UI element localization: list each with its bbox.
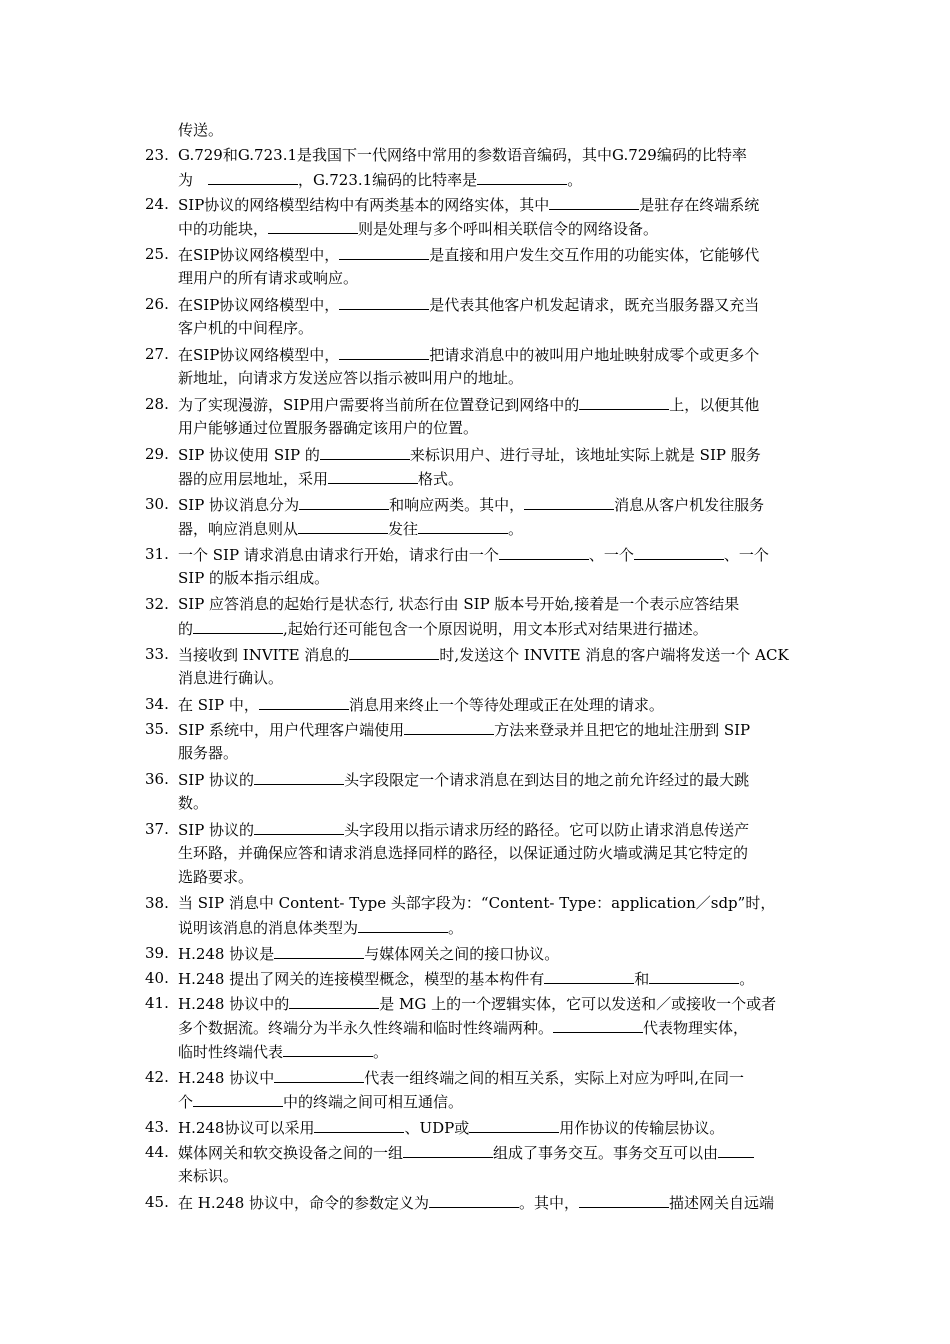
question-text (178, 767, 808, 815)
question-line (178, 416, 808, 440)
question-text-segment: 当接收到 INVITE 消息的 (178, 646, 350, 664)
question-text-segment: 中的功能块， (178, 220, 269, 238)
question-text-segment: 用作协议的传输层协议。 (559, 1119, 725, 1137)
question-text-segment: 是驻存在终端系统 (639, 196, 760, 214)
answer-blank (358, 915, 448, 933)
question-line (178, 466, 808, 490)
question-line (178, 1115, 808, 1139)
question-text (178, 492, 808, 540)
question-text-segment: 和响应两类。其中， (389, 496, 525, 514)
question-line (178, 1089, 808, 1113)
question-text-segment: H.248 协议中的 (178, 995, 290, 1013)
question-text-segment: SIP 协议的 (178, 821, 255, 839)
question-number: 45. (145, 1193, 169, 1211)
answer-blank (418, 516, 508, 534)
question-text (178, 242, 808, 290)
question-line (178, 492, 808, 516)
question-text-segment: ,起始行还可能包含一个原因说明，用文本形式对结果进行描述。 (283, 620, 708, 638)
question-text-segment: 、UDP或 (404, 1119, 470, 1137)
question-text (178, 392, 808, 440)
question-text-segment: 把请求消息中的被叫用户地址映射成零个或更多个 (429, 346, 760, 364)
question-text (178, 442, 808, 490)
question-number: 32. (145, 595, 169, 613)
answer-blank (283, 1039, 373, 1057)
question-text-segment: SIP 的版本指示组成。 (178, 569, 330, 587)
question-line (178, 292, 808, 316)
question-text-segment: 媒体网关和软交换设备之间的一组 (178, 1144, 404, 1162)
answer-blank (289, 991, 379, 1009)
question-text (178, 966, 808, 990)
question-text-segment: SIP 协议消息分为 (178, 496, 300, 514)
answer-blank (339, 342, 429, 360)
question-number: 35. (145, 720, 169, 738)
answer-blank (579, 392, 669, 410)
question-number: 26. (145, 295, 169, 313)
answer-blank (404, 717, 494, 735)
question-text (178, 292, 808, 340)
answer-blank (469, 1115, 559, 1133)
question-number: 34. (145, 695, 169, 713)
question-text-segment: 是代表其他客户机发起请求，既充当服务器又充当 (429, 296, 760, 314)
question-text (178, 143, 808, 191)
question-text-segment: 头字段限定一个请求消息在到达目的地之前允许经过的最大跳 (344, 771, 750, 789)
question-number: 43. (145, 1118, 169, 1136)
answer-blank (549, 192, 639, 210)
question-line (178, 915, 808, 939)
question-text-segment: 、一个 (723, 546, 769, 564)
question-number: 39. (145, 944, 169, 962)
question-text (178, 542, 808, 590)
question-number: 25. (145, 245, 169, 263)
question-text (178, 342, 808, 390)
question-text (178, 692, 808, 716)
question-line (178, 642, 808, 666)
question-text-segment: 用户能够通过位置服务器确定该用户的位置。 (178, 419, 479, 437)
question-text-segment: SIP 应答消息的起始行是状态行, 状态行由 SIP 版本号开始,接着是一个表示应答结果 (178, 595, 740, 613)
question-text-segment: 来标识用户、进行寻址，该地址实际上就是 SIP 服务 (409, 446, 761, 464)
question-text-segment: 格式。 (418, 470, 464, 488)
question-line (178, 216, 808, 240)
answer-blank (403, 1140, 493, 1158)
question-text-segment: 。 (739, 970, 755, 988)
question-line (178, 1190, 808, 1214)
question-number: 28. (145, 395, 169, 413)
answer-blank (254, 817, 344, 835)
question-text-segment: 理用户的所有请求或响应。 (178, 269, 359, 287)
question-line (178, 616, 808, 640)
answer-blank (274, 941, 364, 959)
answer-blank (328, 466, 418, 484)
question-line (178, 342, 808, 366)
question-text-segment: 描述网关自远端 (669, 1194, 775, 1212)
question-line (178, 767, 808, 791)
question-text-segment: 与媒体网关之间的接口协议。 (364, 945, 560, 963)
question-line (178, 692, 808, 716)
question-text (178, 1140, 808, 1188)
answer-blank (544, 966, 634, 984)
question-line (178, 1164, 808, 1188)
question-line (178, 566, 808, 590)
question-text-segment: 在SIP协议网络模型中， (178, 296, 340, 314)
question-line (178, 266, 808, 290)
question-text-segment: SIP 协议的 (178, 771, 255, 789)
question-text-segment: 来标识。 (178, 1167, 239, 1185)
question-line (178, 741, 808, 765)
question-line (178, 666, 808, 690)
question-text-segment: H.248 协议是 (178, 945, 275, 963)
answer-blank (524, 492, 614, 510)
question-text-segment: 发往 (388, 520, 419, 538)
question-text-segment: 在SIP协议网络模型中， (178, 346, 340, 364)
question-text-segment: 器，响应消息则从 (178, 520, 299, 538)
answer-blank (274, 1065, 364, 1083)
answer-blank (268, 216, 358, 234)
question-text-segment: 头字段用以指示请求历经的路径。它可以防止请求消息传送产 (344, 821, 750, 839)
question-text-segment: 和 (634, 970, 650, 988)
question-line (178, 192, 808, 216)
question-line (178, 242, 808, 266)
question-line (178, 891, 808, 915)
question-number: 36. (145, 770, 169, 788)
question-text-segment: 在 SIP 中， (178, 696, 259, 714)
question-line (178, 941, 808, 965)
question-text (178, 991, 808, 1063)
question-text-segment: 。 (448, 919, 464, 937)
question-number: 44. (145, 1143, 169, 1161)
question-text-segment: 个 (178, 1093, 194, 1111)
question-text-segment: 方法来登录并且把它的地址注册到 SIP (494, 721, 751, 739)
question-text-segment: 。 (373, 1043, 389, 1061)
question-line (178, 1039, 808, 1063)
question-line (178, 592, 808, 616)
question-text-segment: 时,发送这个 INVITE 消息的客户端将发送一个 ACK (439, 646, 789, 664)
question-text-segment: 。其中， (519, 1194, 580, 1212)
question-text-segment: 、一个 (588, 546, 634, 564)
question-number: 30. (145, 495, 169, 513)
question-line (178, 991, 808, 1015)
answer-blank (634, 542, 724, 560)
question-text-segment: H.248 协议中 (178, 1069, 275, 1087)
question-text-segment: 临时性终端代表 (178, 1043, 284, 1061)
question-line (178, 167, 808, 191)
question-line (178, 1140, 808, 1164)
question-text-segment: 消息用来终止一个等待处理或正在处理的请求。 (348, 696, 664, 714)
question-number: 42. (145, 1068, 169, 1086)
question-line (178, 966, 808, 990)
question-number: 38. (145, 894, 169, 912)
question-line (178, 841, 808, 865)
question-text-segment: 代表一组终端之间的相互关系，实际上对应为呼叫,在同一 (364, 1069, 745, 1087)
question-line (178, 516, 808, 540)
question-line (178, 442, 808, 466)
answer-blank (429, 1190, 519, 1208)
question-text (178, 192, 808, 240)
question-number: 33. (145, 645, 169, 663)
answer-blank (193, 1089, 283, 1107)
question-number: 29. (145, 445, 169, 463)
question-line (178, 392, 808, 416)
question-line (178, 366, 808, 390)
question-text-segment: 在SIP协议网络模型中， (178, 246, 340, 264)
question-number: 27. (145, 345, 169, 363)
question-text-segment: 。 (567, 171, 583, 189)
answer-blank (339, 292, 429, 310)
question-text-segment: 生环路，并确保应答和请求消息选择同样的路径，以保证通过防火墙或满足其它特定的 (178, 844, 749, 862)
question-line (178, 143, 808, 167)
question-text-segment: 代表物理实体， (643, 1019, 749, 1037)
question-text-segment: 当 SIP 消息中 Content- Type 头部字段为：“Content- Type：application／sdp”时， (178, 894, 776, 912)
question-text-segment: 。 (508, 520, 524, 538)
question-text (178, 717, 808, 765)
question-number: 24. (145, 195, 169, 213)
question-text-segment: 选路要求。 (178, 868, 254, 886)
question-text-segment: G.729和G.723.1是我国下一代网络中常用的参数语音编码，其中G.729编码的比特率 (178, 146, 747, 164)
question-text (178, 592, 808, 640)
question-text-segment: SIP 系统中，用户代理客户端使用 (178, 721, 405, 739)
question-text-segment: 客户机的中间程序。 (178, 319, 314, 337)
question-text-segment: 则是处理与多个呼叫相关联信令的网络设备。 (358, 220, 659, 238)
question-text-segment: 中的终端之间可相互通信。 (283, 1093, 464, 1111)
question-line (178, 717, 808, 741)
question-text-segment: 一个 SIP 请求消息由请求行开始，请求行由一个 (178, 546, 499, 564)
question-text-segment: 新地址，向请求方发送应答以指示被叫用户的地址。 (178, 369, 524, 387)
answer-blank (579, 1190, 669, 1208)
question-line (178, 1015, 808, 1039)
question-text (178, 941, 808, 965)
answer-blank (320, 442, 410, 460)
answer-blank (193, 616, 283, 634)
question-text-segment: 是 MG 上的一个逻辑实体，它可以发送和／或接收一个或者 (379, 995, 777, 1013)
question-text-segment: 多个数据流。终端分为半永久性终端和临时性终端两种。 (178, 1019, 554, 1037)
question-text-segment: SIP 协议使用 SIP 的 (178, 446, 320, 464)
question-text-segment: 的 (178, 620, 194, 638)
question-text-segment: 说明该消息的消息体类型为 (178, 919, 359, 937)
answer-blank (553, 1015, 643, 1033)
question-text-segment: H.248协议可以采用 (178, 1119, 315, 1137)
question-number: 31. (145, 545, 169, 563)
question-line (178, 542, 808, 566)
question-text-segment: 为 (178, 171, 209, 189)
question-text-segment: 是直接和用户发生交互作用的功能实体，它能够代 (429, 246, 760, 264)
answer-blank (499, 542, 589, 560)
question-line (178, 316, 808, 340)
question-text-segment: 组成了事务交互。事务交互可以由 (493, 1144, 719, 1162)
answer-blank (208, 167, 298, 185)
answer-blank (259, 692, 349, 710)
question-text-segment: 消息从客户机发往服务 (614, 496, 765, 514)
question-text (178, 1190, 808, 1214)
question-text (178, 1115, 808, 1139)
answer-blank (477, 167, 567, 185)
question-line (178, 1065, 808, 1089)
question-number: 40. (145, 969, 169, 987)
question-text (178, 642, 808, 690)
answer-blank (649, 966, 739, 984)
question-text-segment: SIP协议的网络模型结构中有两类基本的网络实体，其中 (178, 196, 550, 214)
question-text (178, 1065, 808, 1113)
question-text-segment: 器的应用层地址，采用 (178, 470, 329, 488)
question-number: 37. (145, 820, 169, 838)
question-text-segment: 数。 (178, 794, 209, 812)
question-line (178, 791, 808, 815)
question-text-segment: 消息进行确认。 (178, 669, 284, 687)
question-number: 23. (145, 146, 169, 164)
answer-blank (339, 242, 429, 260)
question-text-segment: 在 H.248 协议中，命令的参数定义为 (178, 1194, 430, 1212)
question-text-segment: 服务器。 (178, 744, 239, 762)
answer-blank (298, 516, 388, 534)
answer-blank (254, 767, 344, 785)
question-text-segment: H.248 提出了网关的连接模型概念，模型的基本构件有 (178, 970, 545, 988)
question-line (178, 865, 808, 889)
question-text-segment: 上，以便其他 (669, 396, 760, 414)
question-text-segment: 为了实现漫游，SIP用户需要将当前所在位置登记到网络中的 (178, 396, 580, 414)
answer-blank (349, 642, 439, 660)
continued-line: 传送。 (178, 121, 224, 139)
answer-blank (299, 492, 389, 510)
answer-blank (314, 1115, 404, 1133)
question-text (178, 817, 808, 889)
question-number: 41. (145, 994, 169, 1012)
question-line (178, 817, 808, 841)
question-text-segment: ，G.723.1编码的比特率是 (298, 171, 478, 189)
question-text (178, 891, 808, 939)
answer-blank (718, 1140, 754, 1158)
